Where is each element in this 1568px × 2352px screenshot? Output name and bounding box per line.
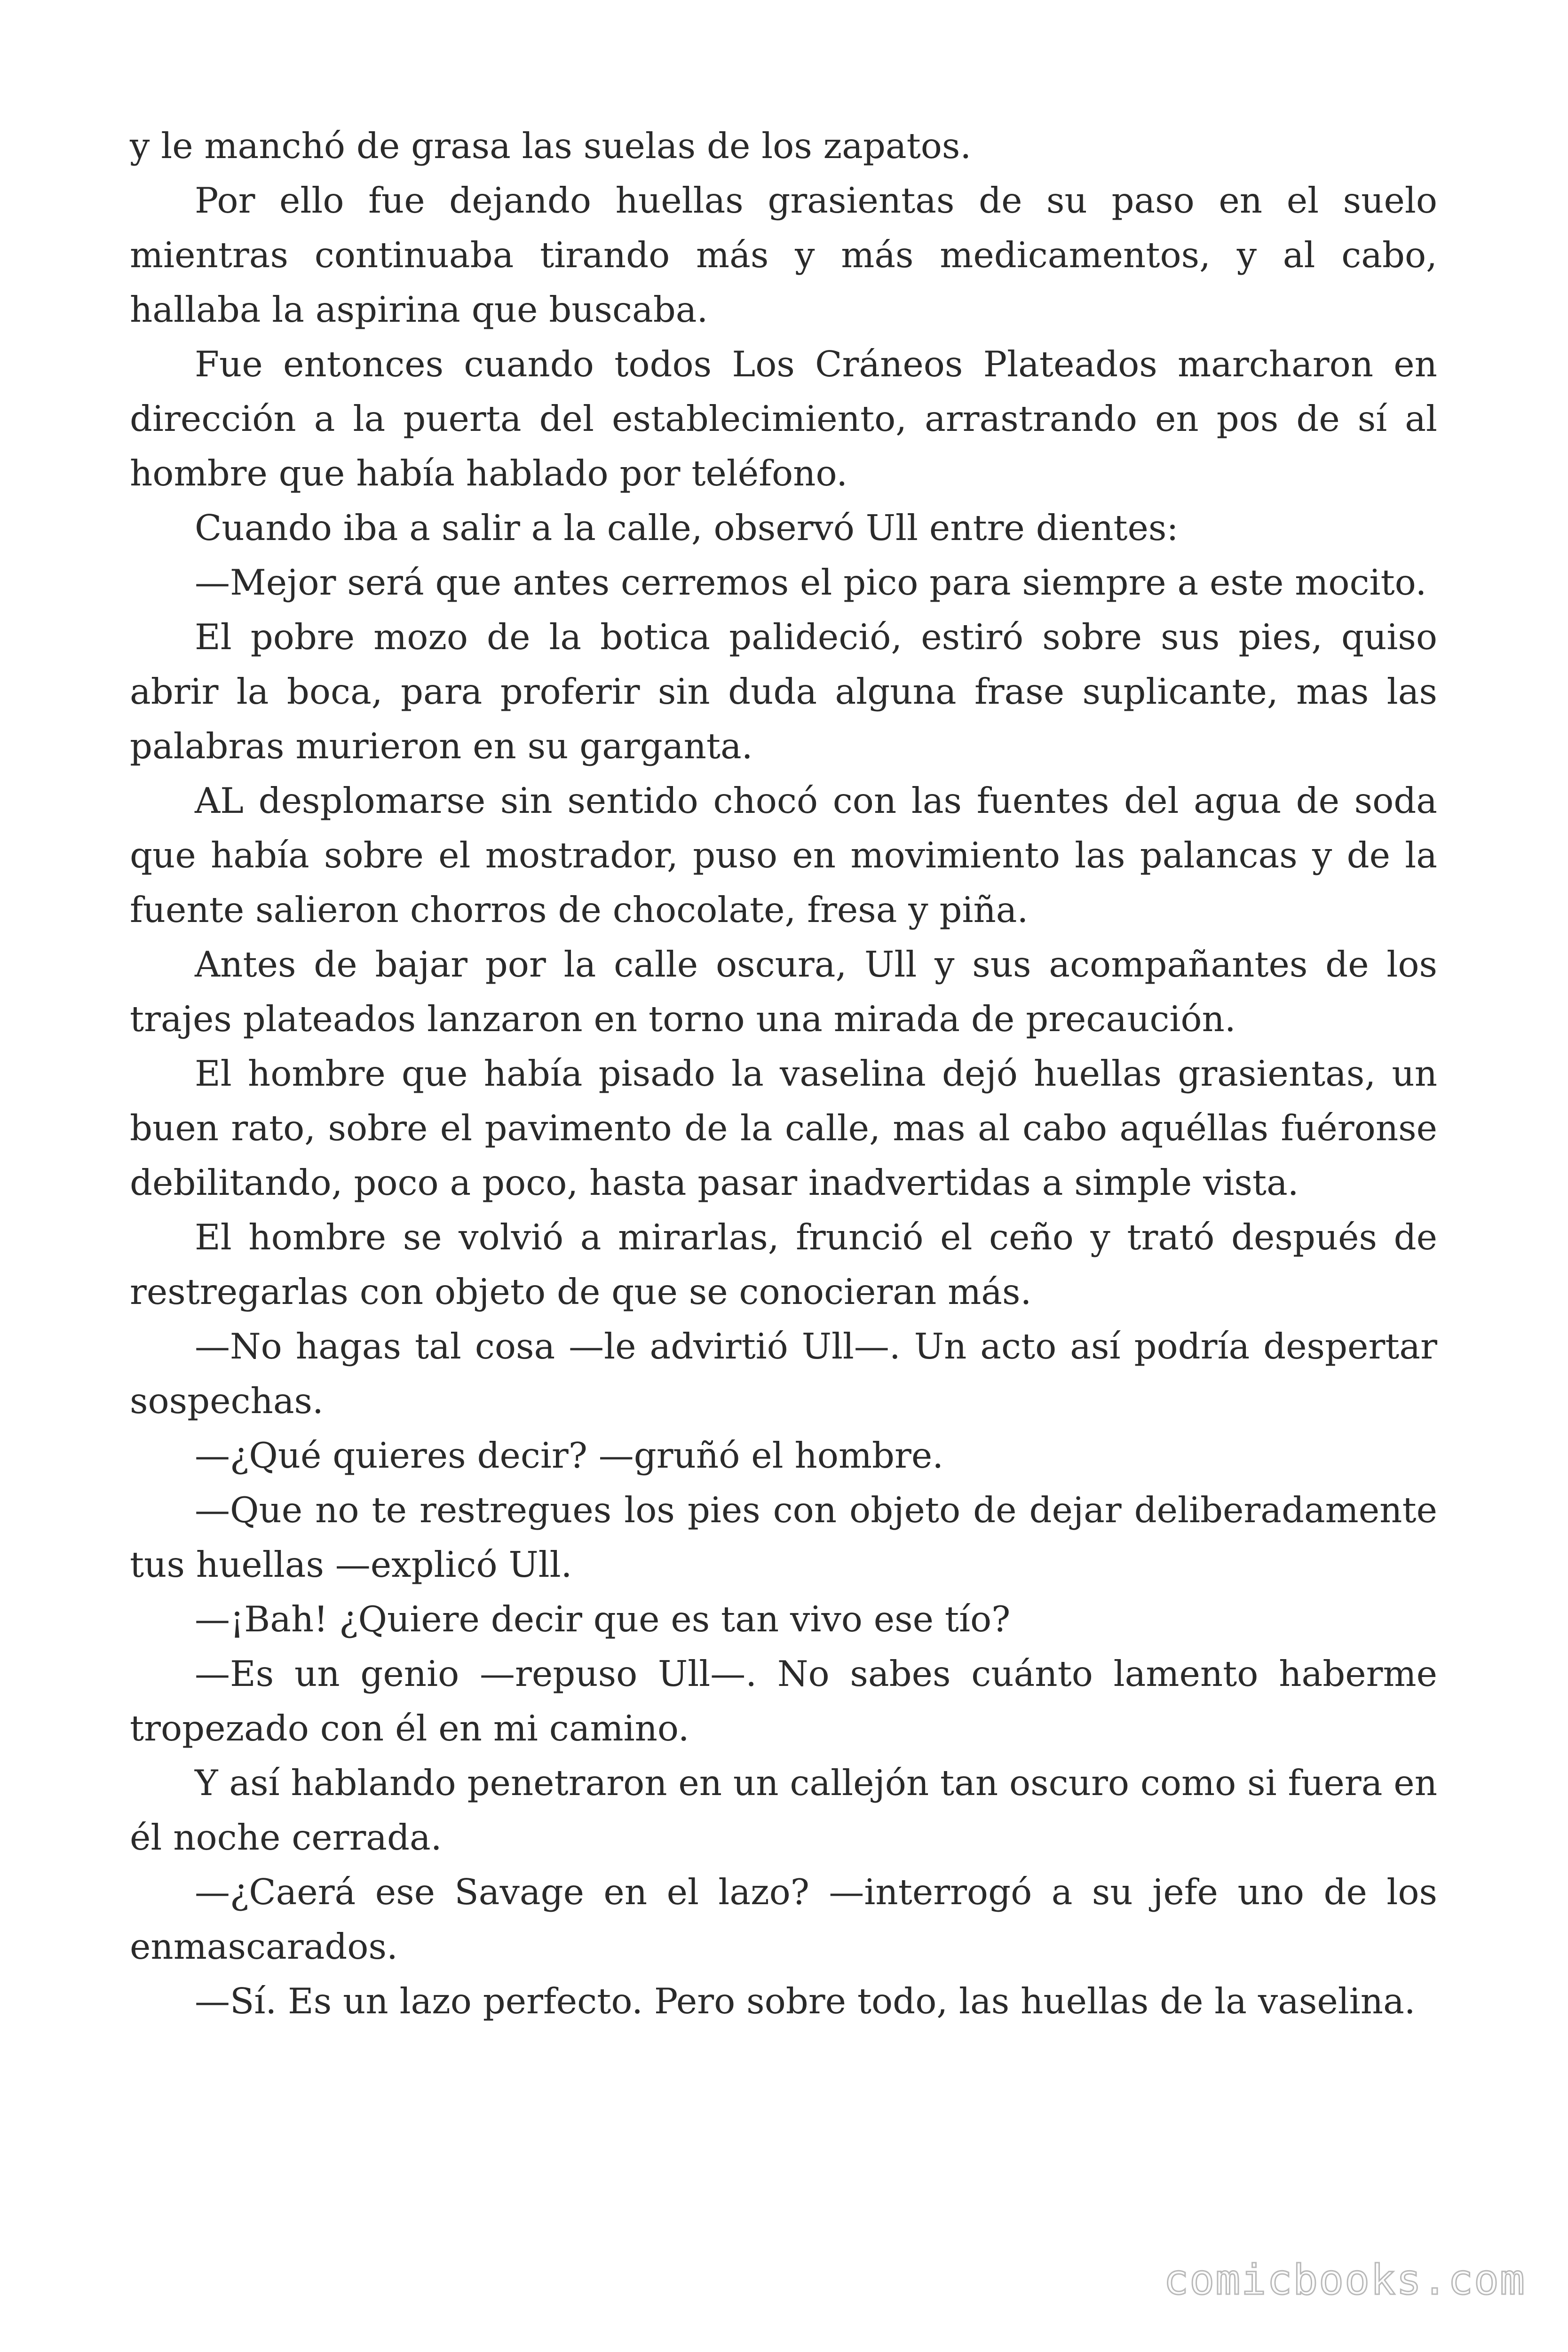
paragraph-6: El pobre mozo de la botica palideció, estiró sobre sus pies, quiso abrir la boca, para proferir sin duda alguna frase suplicante, mas las palabras murieron en su garganta. — [130, 616, 1437, 767]
page-body — [130, 119, 1437, 2028]
paragraph-8: Antes de bajar por la calle oscura, Ull y sus acompañantes de los trajes plateados lanzaron en torno una mirada de precaución. — [130, 944, 1437, 1040]
paragraph-5: —Mejor será que antes cerremos el pico para siempre a este mocito. — [195, 562, 1427, 603]
paragraph-1: y le manchó de grasa las suelas de los zapatos. — [130, 125, 972, 167]
paragraph-3: Fue entonces cuando todos Los Cráneos Plateados marcharon en dirección a la puerta del establecimiento, arrastrando en pos de sí al hombre que había hablado por teléfono. — [130, 343, 1437, 494]
paragraph-4: Cuando iba a salir a la calle, observó Ull entre dientes: — [195, 507, 1179, 548]
paragraph-2: Por ello fue dejando huellas grasientas de su paso en el suelo mientras continuaba tirando más y más medicamentos, y al cabo, hallaba la aspirina que buscaba. — [130, 180, 1437, 330]
paragraph-15: —Es un genio —repuso Ull—. No sabes cuánto lamento haberme tropezado con él en mi camino. — [130, 1653, 1437, 1749]
paragraph-9: El hombre que había pisado la vaselina dejó huellas grasientas, un buen rato, sobre el pavimento de la calle, mas al cabo aquéllas fuéronse debilitando, poco a poco, hasta pasar inadvertidas a simple vista. — [130, 1053, 1437, 1203]
paragraph-16: Y así hablando penetraron en un callejón tan oscuro como si fuera en él noche cerrada. — [130, 1762, 1437, 1858]
paragraph-14: —¡Bah! ¿Quiere decir que es tan vivo ese tío? — [195, 1598, 1011, 1640]
paragraph-13: —Que no te restregues los pies con objeto de dejar deliberadamente tus huellas —explicó Ull. — [130, 1489, 1437, 1585]
paragraph-18: —Sí. Es un lazo perfecto. Pero sobre todo, las huellas de la vaselina. — [195, 1980, 1416, 2022]
paragraph-11: —No hagas tal cosa —le advirtió Ull—. Un acto así podría despertar sospechas. — [130, 1326, 1437, 1422]
paragraph-7: AL desplomarse sin sentido chocó con las fuentes del agua de soda que había sobre el mostrador, puso en movimiento las palancas y de la fuente salieron chorros de chocolate, fresa y piña. — [130, 780, 1437, 930]
paragraph-17: —¿Caerá ese Savage en el lazo? —interrogó a su jefe uno de los enmascarados. — [130, 1871, 1437, 1967]
paragraph-12: —¿Qué quieres decir? —gruñó el hombre. — [195, 1435, 944, 1476]
site-watermark: comicbooks.com — [1164, 2256, 1526, 2304]
paragraph-10: El hombre se volvió a mirarlas, frunció el ceño y trató después de restregarlas con objeto de que se conocieran más. — [130, 1216, 1437, 1312]
